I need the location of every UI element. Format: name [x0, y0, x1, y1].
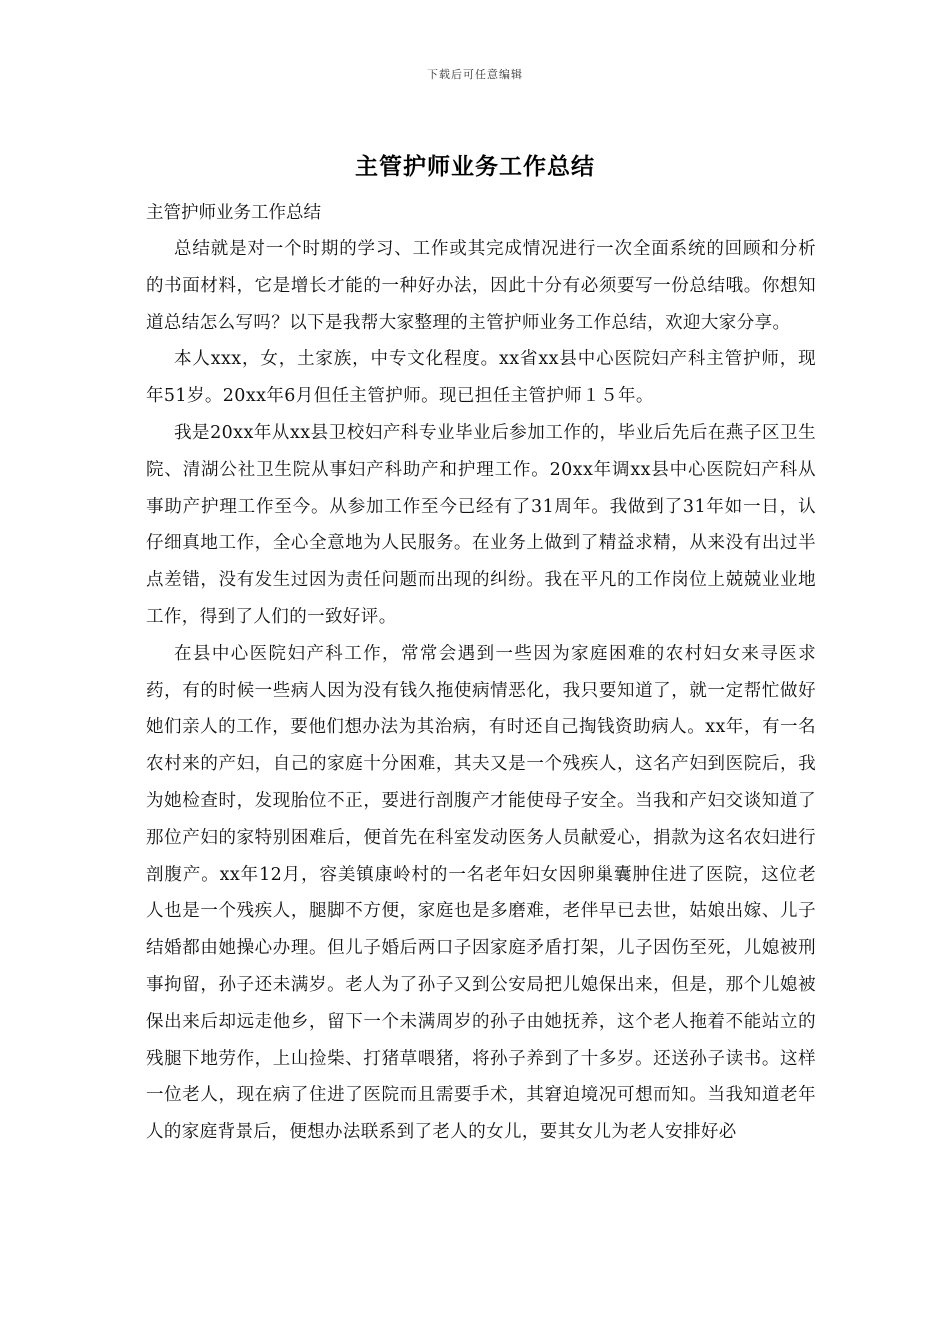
paragraph-intro: 总结就是对一个时期的学习、工作或其完成情况进行一次全面系统的回顾和分析的书面材料，它是增长才能的一种好办法，因此十分有必须要写一份总结哦。你想知道总结怎么写吗？以下是我帮大家整理的主管护师业务工作总结，欢迎大家分享。 [146, 239, 816, 333]
paragraph-personal-info: 本人xxx，女，土家族，中专文化程度。xx省xx县中心医院妇产科主管护师，现年51岁。20xx年6月但任主管护师。现已担任主管护师１５年。 [146, 349, 816, 407]
paragraph-work-history: 我是20xx年从xx县卫校妇产科专业毕业后参加工作的，毕业后先后在燕子区卫生院、清湖公社卫生院从事妇产科助产和护理工作。20xx年调xx县中心医院妇产科从事助产护理工作至今。从参加工作至今已经有了31周年。我做到了31年如一日，认仔细真地工作，全心全意地为人民服务。在业务上做到了精益求精，从来没有出过半点差错，没有发生过因为责任问题而出现的纠纷。我在平凡的工作岗位上兢兢业业地工作，得到了人们的一致好评。 [146, 422, 816, 627]
header-note: 下载后可任意编辑 [427, 68, 523, 81]
document-subtitle: 主管护师业务工作总结 [146, 203, 321, 223]
paragraph-patient-care: 在县中心医院妇产科工作，常常会遇到一些因为家庭困难的农村妇女来寻医求药，有的时候一些病人因为没有钱久拖使病情恶化，我只要知道了，就一定帮忙做好她们亲人的工作，要他们想办法为其治病，有时还自己掏钱资助病人。xx年，有一名农村来的产妇，自己的家庭十分困难，其夫又是一个残疾人，这名产妇到医院后，我为她检查时，发现胎位不正，要进行剖腹产才能使母子安全。当我和产妇交谈知道了那位产妇的家特别困难后，便首先在科室发动医务人员献爱心，捐款为这名农妇进行剖腹产。xx年12月，容美镇康岭村的一名老年妇女因卵巢囊肿住进了医院，这位老人也是一个残疾人，腿脚不方便，家庭也是多磨难，老伴早已去世，姑娘出嫁、儿子结婚都由她操心办理。但儿子婚后两口子因家庭矛盾打架，儿子因伤至死，儿媳被刑事拘留，孙子还未满岁。老人为了孙子又到公安局把儿媳保出来，但是，那个儿媳被保出来后却远走他乡，留下一个未满周岁的孙子由她抚养，这个老人拖着不能站立的残腿下地劳作，上山捡柴、打猪草喂猪，将孙子养到了十多岁。还送孙子读书。这样一位老人，现在病了住进了医院而且需要手术，其窘迫境况可想而知。当我知道老年人的家庭背景后，便想办法联系到了老人的女儿，要其女儿为老人安排好必 [146, 643, 816, 1143]
document-title: 主管护师业务工作总结 [355, 153, 595, 180]
document-body [146, 195, 816, 1151]
